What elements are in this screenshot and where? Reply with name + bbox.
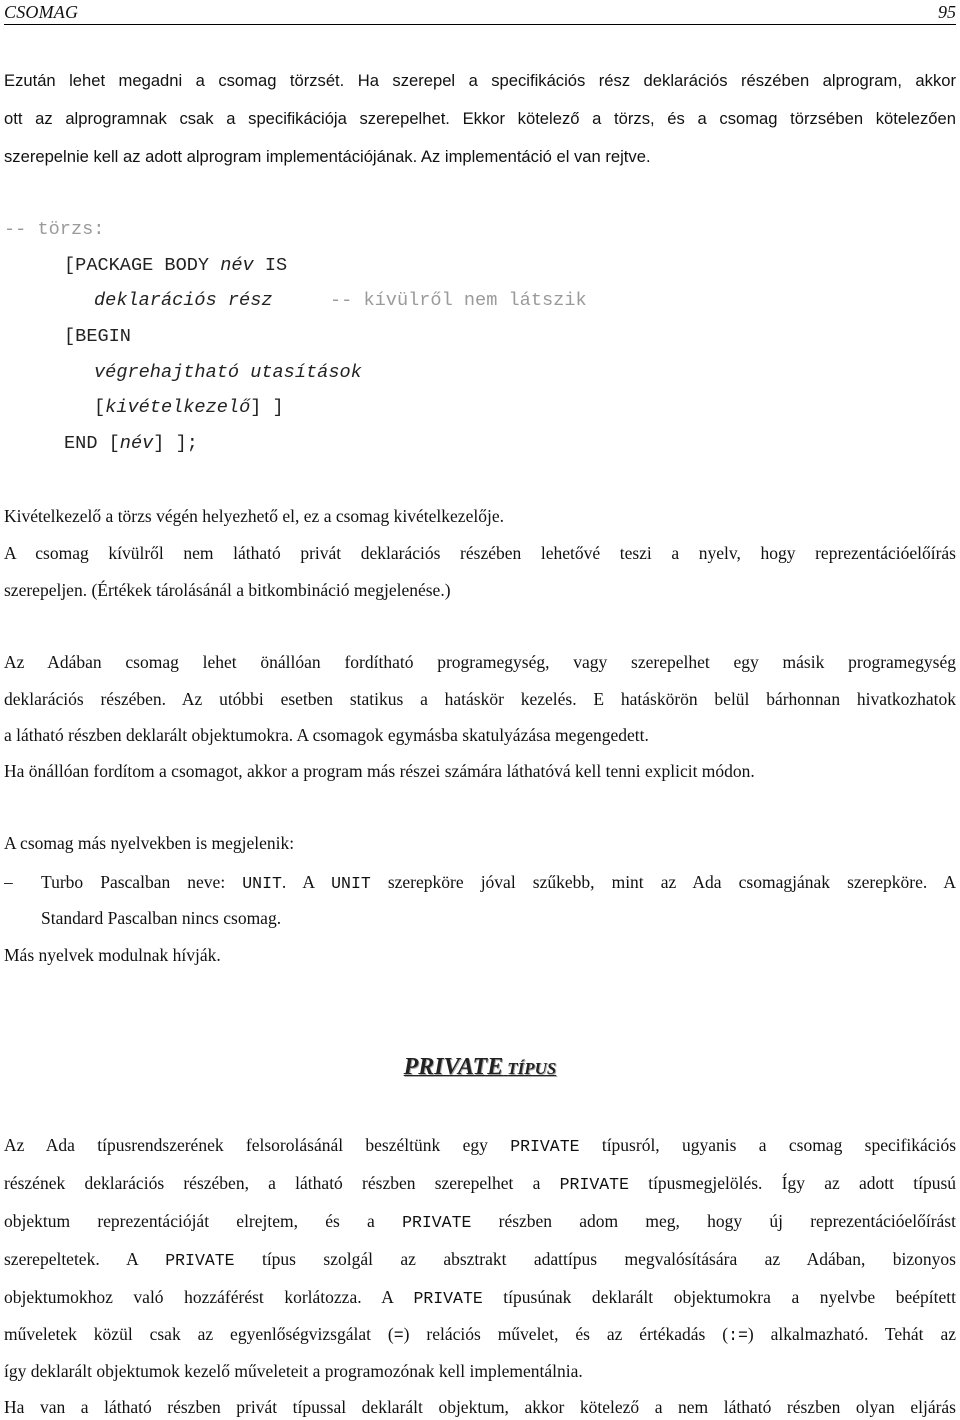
code-private: PRIVATE <box>402 1213 472 1232</box>
para5-line-5 <box>4 1284 956 1310</box>
code-kw: ] ]; <box>153 433 198 454</box>
code-line-declarations: deklarációs rész <box>94 290 273 311</box>
para5-line-4 <box>4 1246 956 1272</box>
code-name: név <box>119 433 154 454</box>
para5-line-3 <box>4 1208 956 1234</box>
para5-line-6 <box>4 1321 956 1347</box>
para3-line-4: Ha önállóan fordítom a csomagot, akkor a program más részei számára láthatóvá kell tenni explicit módon. <box>4 761 755 781</box>
code-private: PRIVATE <box>559 1175 629 1194</box>
para5-line-1 <box>4 1132 956 1158</box>
code-name: név <box>220 255 254 276</box>
para4-line-3: Más nyelvek modulnak hívják. <box>4 945 221 965</box>
intro-line-1: Ezután lehet megadni a csomag törzsét. Ha szerepel a specifikációs rész deklarációs részében alprogram, akkor <box>4 71 956 90</box>
heading-private: PRIVATE <box>403 1054 504 1080</box>
text: Az Ada típusrendszerének felsorolásánál beszéltünk egy <box>4 1135 511 1155</box>
code-line-end <box>64 431 198 457</box>
para3-line-1: Az Adában csomag lehet önállóan fordítható programegység, vagy szerepelhet egy másik programegység <box>4 652 956 672</box>
code-unit: UNIT <box>331 874 371 893</box>
chapter-title: CSOMAG <box>4 2 79 22</box>
code-bracket: [ <box>94 397 106 418</box>
code-private: PRIVATE <box>510 1137 580 1156</box>
code-assign: := <box>728 1326 748 1345</box>
text: szerepköre jóval szűkebb, mint az Ada csomagjának szerepköre. A <box>370 872 956 892</box>
list-dash: – <box>4 872 13 892</box>
code-unit: UNIT <box>242 874 282 893</box>
text: ) alkalmazható. Tehát az <box>747 1324 956 1344</box>
heading-tipus: TÍPUS <box>507 1059 557 1078</box>
para5-line-7: így deklarált objektumok kezelő műveleteit a programozónak kell implementálnia. <box>4 1361 583 1381</box>
code-kw: IS <box>253 255 288 276</box>
code-private: PRIVATE <box>413 1289 483 1308</box>
section-heading <box>0 1050 960 1084</box>
intro-line-2: ott az alprogramnak csak a specifikációja szerepelhet. Ekkor kötelező a törzs, és a csomag törzsében kötelezően <box>4 109 956 128</box>
para3-line-2: deklarációs részében. Az utóbbi esetben statikus a hatáskör kezelés. E hatáskörön belül bárhonnan hivatkozhatok <box>4 689 956 709</box>
text: műveletek közül csak az egyenlőségvizsgálat ( <box>4 1324 394 1344</box>
code-line-statements: végrehajtható utasítások <box>94 362 362 383</box>
para5-line-8: Ha van a látható részben privát típussal deklarált objektum, akkor kötelező a nem látható részben olyan eljárás <box>4 1397 956 1417</box>
text: részének deklarációs részében, a látható részben szerepelhet a <box>4 1173 560 1193</box>
code-equals: = <box>393 1326 404 1345</box>
text: típusmegjelölés. Így az adott típusú <box>628 1173 956 1193</box>
para4-line-1: A csomag más nyelvekben is megjelenik: <box>4 833 295 853</box>
code-line-begin: [BEGIN <box>64 326 131 347</box>
text: . A <box>281 872 332 892</box>
page-header <box>4 0 956 25</box>
text: objektum reprezentációját elrejtem, és a <box>4 1211 403 1231</box>
para2-line-2: A csomag kívülről nem látható privát deklarációs részében lehetővé teszi a nyelv, hogy reprezentációelőírás <box>4 543 956 563</box>
code-comment-hidden: -- kívülről nem látszik <box>330 290 587 311</box>
text: ) relációs művelet, és az értékadás ( <box>403 1324 729 1344</box>
code-handler: kivételkezelő <box>105 397 251 418</box>
para2-line-3: szerepeljen. (Értékek tárolásánál a bitkombináció megjelenése.) <box>4 580 451 600</box>
code-comment-body: -- törzs: <box>4 219 105 240</box>
code-line-package-body <box>64 253 287 279</box>
intro-line-3: szerepelnie kell az adott alprogram implementációjának. Az implementáció el van rejtve. <box>4 147 651 166</box>
text: szerepeltetek. A <box>4 1249 166 1269</box>
list-item-standard-pascal: Standard Pascalban nincs csomag. <box>41 908 282 928</box>
list-item-turbo-pascal <box>41 869 956 895</box>
text: részben adom meg, hogy új reprezentációelőírást <box>471 1211 956 1231</box>
code-bracket: ] ] <box>250 397 284 418</box>
code-kw: END [ <box>64 433 120 454</box>
code-private: PRIVATE <box>165 1251 235 1270</box>
para5-line-2 <box>4 1170 956 1196</box>
text: objektumokhoz való hozzáférést korlátozza. A <box>4 1287 414 1307</box>
code-line-exception-handler <box>94 395 284 421</box>
text: Turbo Pascalban neve: <box>41 872 243 892</box>
text: típus szolgál az absztrakt adattípus megvalósítására az Adában, bizonyos <box>234 1249 956 1269</box>
para2-line-1: Kivételkezelő a törzs végén helyezhető el, ez a csomag kivételkezelője. <box>4 506 504 526</box>
code-kw: [PACKAGE BODY <box>64 255 221 276</box>
page-number: 95 <box>938 2 956 22</box>
text: típusról, ugyanis a csomag specifikációs <box>579 1135 956 1155</box>
text: típusúnak deklarált objektumokra a nyelvbe beépített <box>482 1287 956 1307</box>
para3-line-3: a látható részben deklarált objektumokra. A csomagok egymásba skatulyázása megengedett. <box>4 725 649 745</box>
